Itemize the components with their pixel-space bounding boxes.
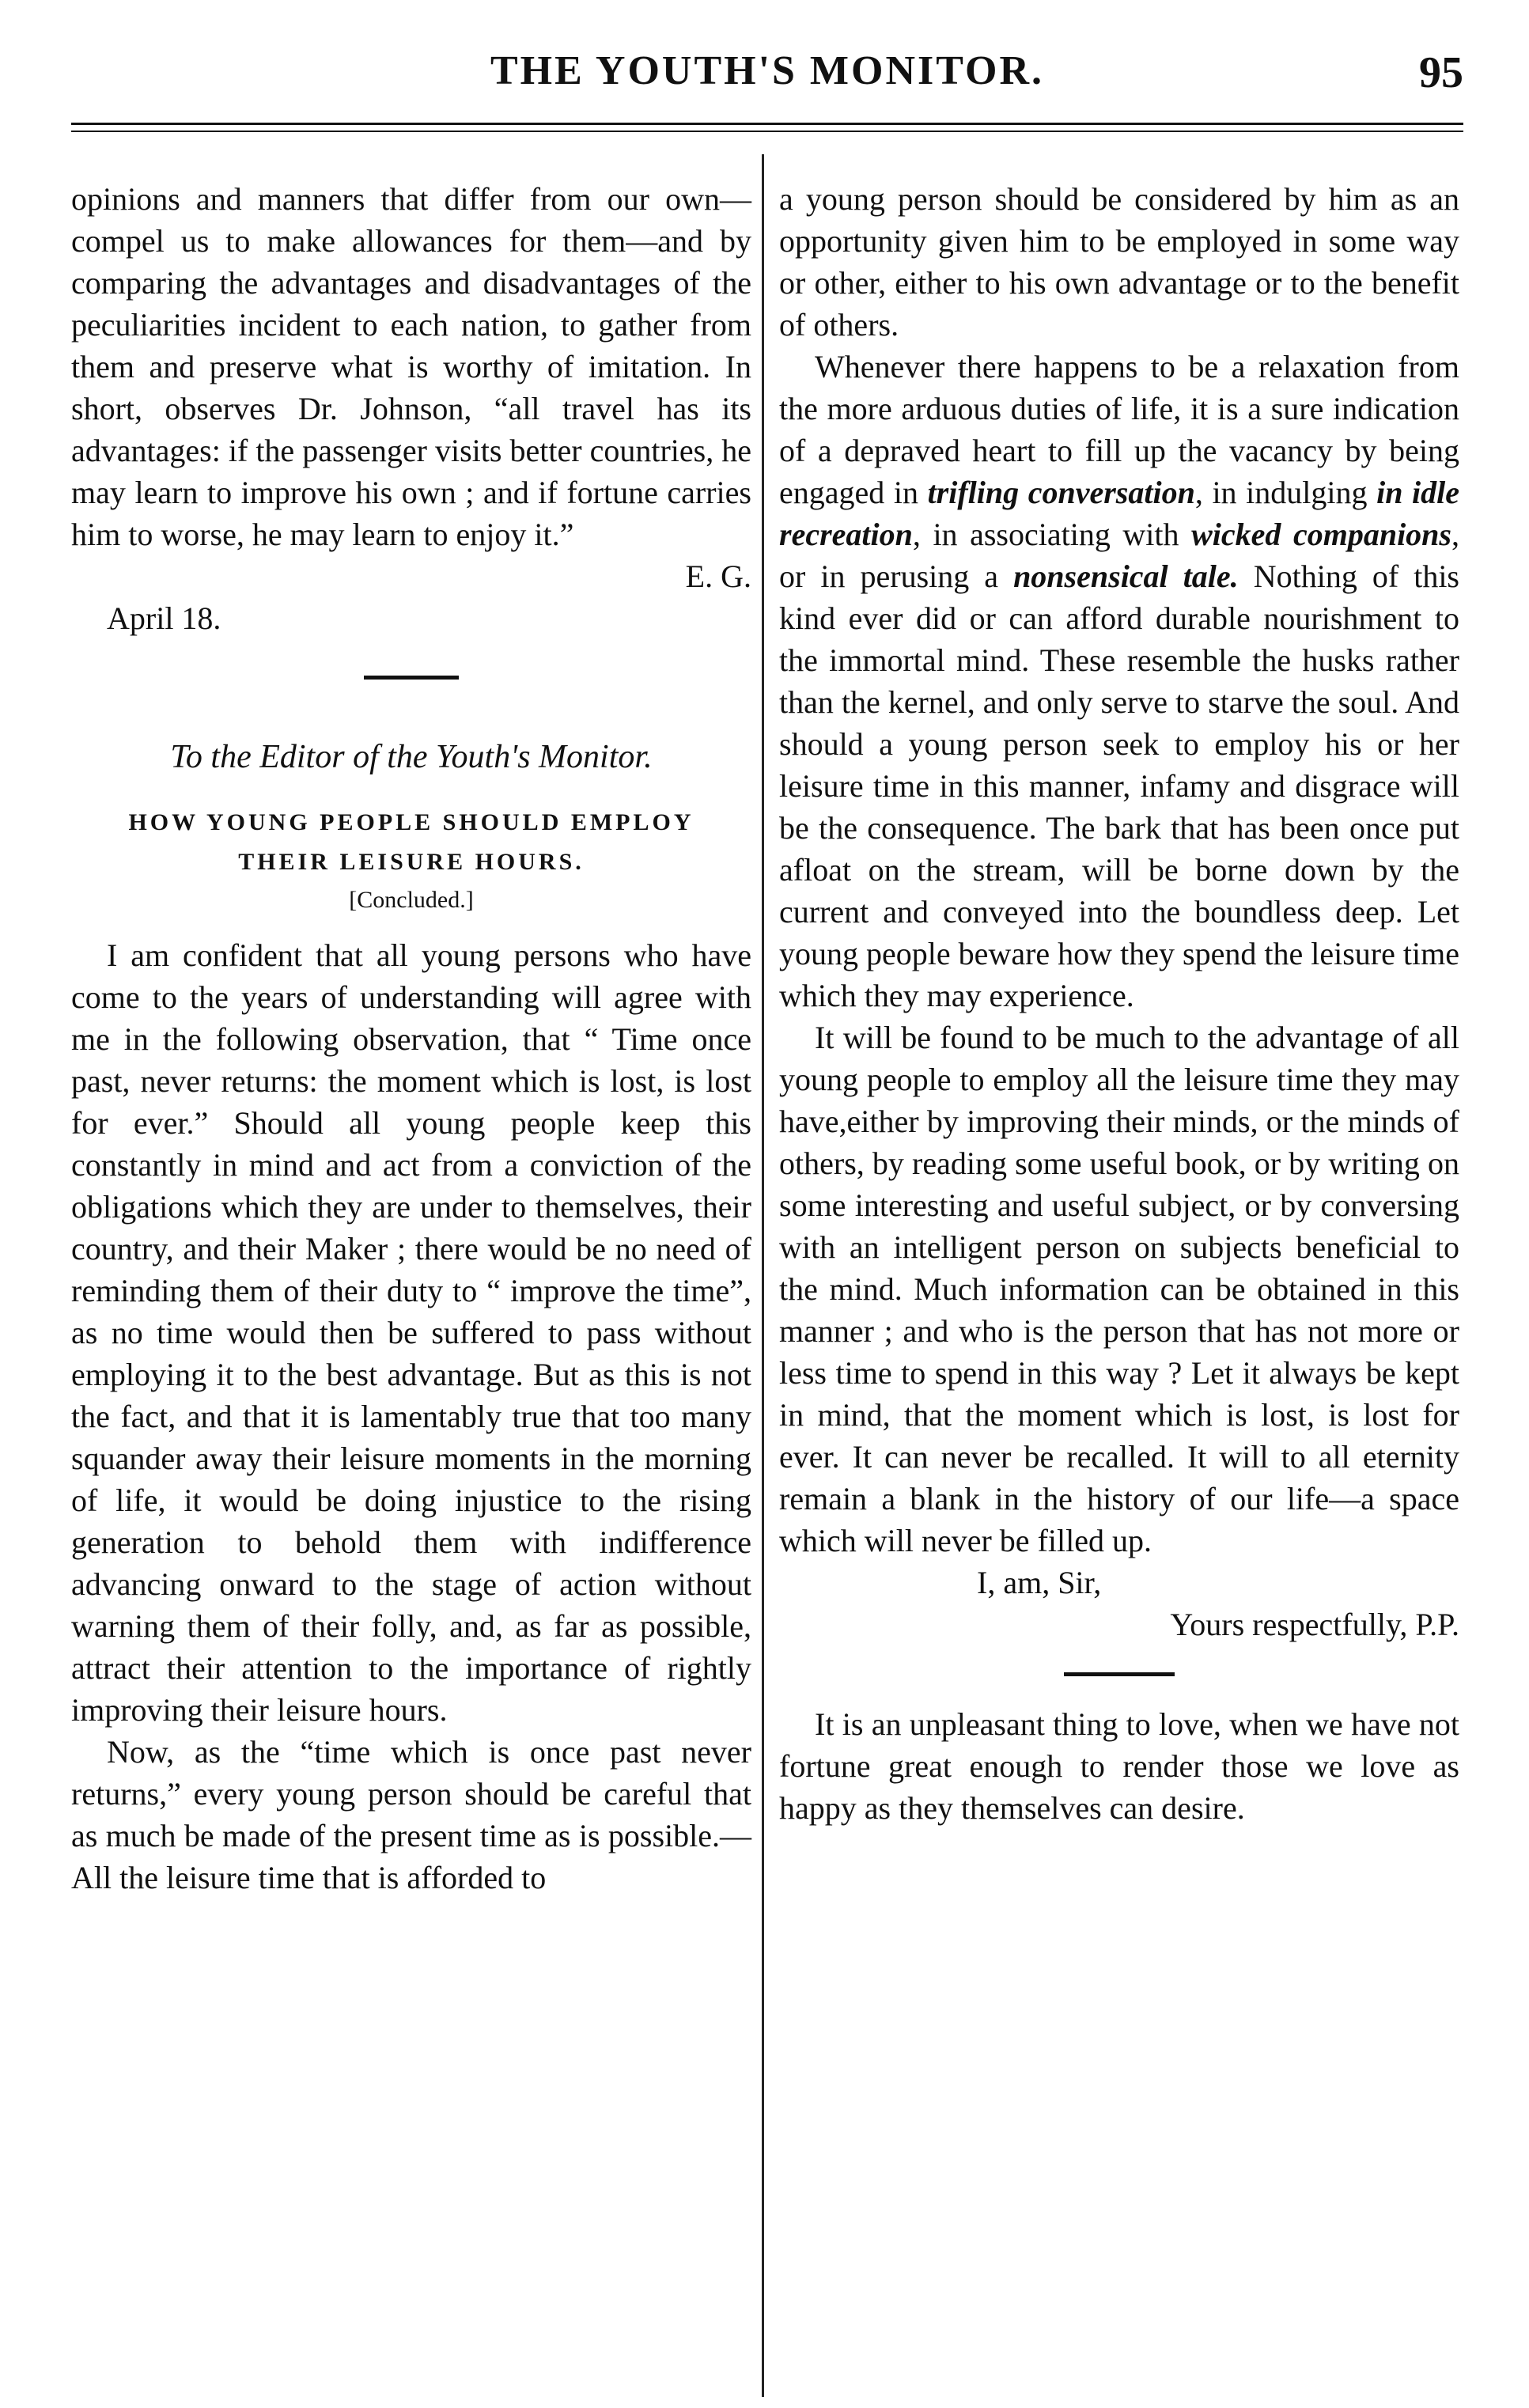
emphasis: wicked companions <box>1191 517 1451 552</box>
signoff-line-1: I, am, Sir, <box>977 1565 1102 1600</box>
paragraph: opinions and manners that differ from our own—compel us to make allowances for them—and by comparing the advantages and disadvantages of the peculiarities incident to each nation, to gather from them and preserve what is worthy of imitation. In short, observes Dr. Johnson, “all travel has its advantages: if the passenger visits better countries, he may learn to improve his own ; and if fortune carries him to worse, he may learn to enjoy it.” <box>71 181 751 552</box>
section-title-line-2: THEIR LEISURE HOURS. <box>238 849 585 875</box>
letter-heading: To the Editor of the Youth's Monitor. <box>170 739 653 775</box>
header-rule-bottom <box>71 131 1463 132</box>
page-header <box>71 40 1463 103</box>
paragraph: I am confident that all young persons who have come to the years of understanding will agree with me in the following observation, that “ Time once past, never returns: the moment which is lost, is lost for ever.” Should all young people keep this constantly in mind and act from a conviction of the obligations which they are under to themselves, their country, and their Maker ; there would be no need of reminding them of their duty to “ improve the time”, as no time would then be suffered to pass without employing it to the best advantage. But as this is not the fact, and that it is lamentably true that too many squander away their leisure moments in the morning of life, it would be doing injustice to the rising generation to behold them with indifference advancing onward to the stage of action without warning them of their folly, and, as far as possible, attract their attention to the importance of rightly improving their leisure hours. <box>71 937 751 1728</box>
text-run: , or in perusing a <box>779 517 1459 594</box>
section-divider <box>1064 1672 1175 1676</box>
concluded-note: [Concluded.] <box>349 887 474 913</box>
paragraph <box>779 346 1459 1017</box>
text-run: , in indulging <box>1194 475 1377 510</box>
text-run: Whenever there happens to be a relaxation from the more arduous duties of life, it is a sure indication of a depraved heart to fill up the vacancy by being engaged in <box>779 349 1459 510</box>
running-title: THE YOUTH'S MONITOR. <box>490 48 1044 93</box>
page-number: 95 <box>1419 48 1463 97</box>
left-column <box>71 178 751 1899</box>
signoff-line-2: Yours respectfully, P.P. <box>1170 1607 1459 1642</box>
section-divider <box>364 676 459 680</box>
date-line: April 18. <box>107 600 221 636</box>
emphasis: nonsensical tale. <box>1013 558 1239 594</box>
right-column <box>779 178 1459 1829</box>
column-divider <box>762 154 764 2397</box>
paragraph: It is an unpleasant thing to love, when we have not fortune great enough to render those we love as happy as they themselves can desire. <box>779 1706 1459 1826</box>
paragraph: a young person should be considered by him as an opportunity given him to be employed in some way or other, either to his own advantage or to the benefit of others. <box>779 181 1459 343</box>
emphasis: trifling conversation <box>927 475 1195 510</box>
signature: E. G. <box>685 558 751 594</box>
text-run: Nothing of this kind ever did or can afford durable nourishment to the immortal mind. These resemble the husks rather than the kernel, and only serve to starve the soul. And should a young person seek to employ his or her leisure time in this manner, infamy and disgrace will be the consequence. The bark that has been once put afloat on the stream, will be borne down by the current and conveyed into the boundless deep. Let young people beware how they spend the leisure time which they may experience. <box>779 558 1459 1013</box>
text-run: , in associating with <box>912 517 1192 552</box>
header-rule-top <box>71 123 1463 125</box>
emphasis: in idle recreation <box>779 475 1460 552</box>
section-title-line-1: HOW YOUNG PEOPLE SHOULD EMPLOY <box>128 809 694 835</box>
paragraph: It will be found to be much to the advantage of all young people to employ all the leisure time they may have,either by improving their minds, or the minds of others, by reading some useful book, or by writing on some interesting and useful subject, or by conversing with an intelligent person on subjects beneficial to the mind. Much information can be obtained in this manner ; and who is the person that has not more or less time to spend in this way ? Let it always be kept in mind, that the moment which is lost, is lost for ever. It can never be recalled. It will to all eternity remain a blank in the history of our life—a space which will never be filled up. <box>779 1020 1459 1558</box>
paragraph: Now, as the “time which is once past never returns,” every young person should be careful that as much be made of the present time as is possible.— All the leisure time that is afforded to <box>71 1734 751 1895</box>
